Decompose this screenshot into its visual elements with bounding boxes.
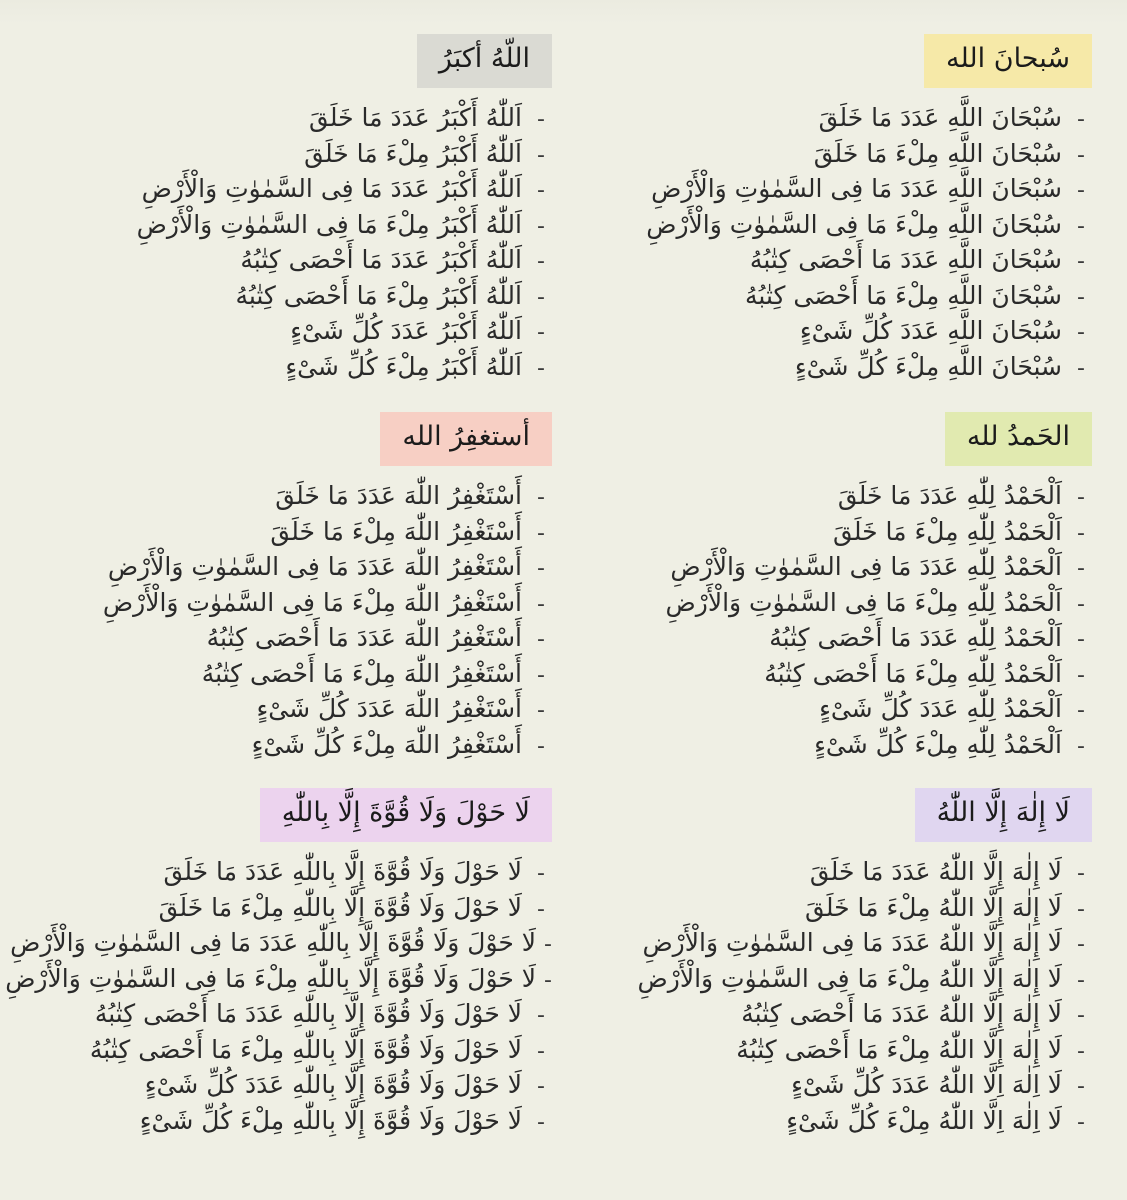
dhikr-text: أَسْتَغْفِرُ اللّٰهَ مِلْءَ مَا فِى السَّمٰوٰتِ وَالْأَرْضِ (102, 587, 522, 617)
bullet-dash: - (537, 627, 545, 652)
bullet-dash: - (537, 355, 545, 381)
bullet-dash: - (537, 556, 545, 581)
dhikr-text: اَللّٰهُ أَكْبَرُ مِلْءَ كُلِّ شَىْءٍ (285, 351, 522, 381)
bullet-dash: - (1077, 142, 1085, 168)
dhikr-text: اَلْحَمْدُ لِلّٰهِ عَدَدَ كُلِّ شَىْءٍ (819, 694, 1062, 723)
dhikr-line (560, 620, 1092, 656)
dhikr-text: لَا إِلٰهَ إِلَّا اللّٰهُ مِلْءَ مَا فِى السَّمٰوٰتِ وَالْأَرْضِ (637, 963, 1062, 993)
dhikr-text: لَا حَوْلَ وَلَا قُوَّةَ إِلَّا بِاللّٰهِ عَدَدَ كُلِّ شَىْءٍ (144, 1070, 522, 1099)
dhikr-list-allahu-akbar (20, 100, 560, 384)
section-la-ilaha-illallah (560, 788, 1100, 1138)
section-la-hawla (5, 788, 560, 1138)
dhikr-line (560, 727, 1092, 763)
dhikr-text: لَا إِلٰهَ إِلَّا اللّٰهُ عَدَدَ مَا خَلَقَ (809, 857, 1062, 886)
bullet-dash: - (537, 1003, 545, 1028)
dhikr-text: اَللّٰهُ أَكْبَرُ عَدَدَ مَا فِى السَّمٰوٰتِ وَالْأَرْضِ (141, 174, 522, 203)
bullet-dash: - (1077, 733, 1085, 759)
bullet-dash: - (1077, 896, 1085, 922)
dhikr-text: سُبْحَانَ اللَّهِ مِلْءَ مَا أَحْصَى كِتٰبُهُ (745, 280, 1062, 310)
bullet-dash: - (1077, 1003, 1085, 1028)
dhikr-text: لَا حَوْلَ وَلَا قُوَّةَ إِلَّا بِاللّٰهِ عَدَدَ مَا فِى السَّمٰوٰتِ وَالْأَرْضِ (10, 928, 537, 957)
dhikr-line (20, 207, 552, 243)
bullet-dash: - (537, 1109, 545, 1135)
bullet-dash: - (1077, 178, 1085, 203)
dhikr-text: اَللّٰهُ أَكْبَرُ عَدَدَ مَا خَلَقَ (309, 103, 522, 132)
bullet-dash: - (537, 733, 545, 759)
bullet-dash: - (1077, 320, 1085, 345)
dhikr-text: سُبْحَانَ اللَّهِ عَدَدَ مَا فِى السَّمٰوٰتِ وَالْأَرْضِ (651, 174, 1062, 203)
dhikr-line (20, 996, 552, 1032)
dhikr-text: لَا إِلٰهَ إِلَّا اللّٰهُ عَدَدَ مَا فِى السَّمٰوٰتِ وَالْأَرْضِ (642, 928, 1062, 957)
dhikr-line (20, 478, 552, 514)
bullet-dash: - (1077, 213, 1085, 239)
section-heading-la-hawla: لَا حَوْلَ وَلَا قُوَّةَ إِلَّا بِاللّٰهِ (260, 788, 552, 842)
dhikr-text: لَا حَوْلَ وَلَا قُوَّةَ إِلَّا بِاللّٰهِ عَدَدَ مَا أَحْصَى كِتٰبُهُ (94, 999, 522, 1028)
dhikr-text: لَا إِلٰهَ إِلَّا اللّٰهُ مِلْءَ مَا أَحْصَى كِتٰبُهُ (736, 1034, 1062, 1064)
dhikr-line (20, 278, 552, 314)
bullet-dash: - (537, 320, 545, 345)
dhikr-line (560, 514, 1092, 550)
section-heading-alhamdulillah: الحَمدُ لله (945, 412, 1092, 466)
dhikr-text: اَللّٰهُ أَكْبَرُ مِلْءَ مَا خَلَقَ (304, 138, 522, 168)
dhikr-line (560, 349, 1092, 385)
dhikr-text: أَسْتَغْفِرُ اللّٰهَ مِلْءَ مَا أَحْصَى كِتٰبُهُ (201, 658, 522, 688)
dhikr-line (560, 549, 1092, 585)
dhikr-list-subhanallah (560, 100, 1100, 384)
bullet-dash: - (1077, 520, 1085, 546)
dhikr-text: اَلْحَمْدُ لِلّٰهِ عَدَدَ مَا أَحْصَى كِتٰبُهُ (769, 623, 1062, 652)
dhikr-list-la-ilaha-illallah (560, 854, 1100, 1138)
bullet-dash: - (544, 932, 552, 957)
bullet-dash: - (537, 107, 545, 132)
dhikr-list-la-hawla (5, 854, 560, 1138)
dhikr-line (560, 478, 1092, 514)
dhikr-text: لَا حَوْلَ وَلَا قُوَّةَ إِلَّا بِاللّٰهِ مِلْءَ كُلِّ شَىْءٍ (139, 1105, 522, 1135)
dhikr-line (560, 136, 1092, 172)
dhikr-text: أَسْتَغْفِرُ اللّٰهَ مِلْءَ مَا خَلَقَ (270, 516, 522, 546)
dhikr-text: اَللّٰهُ أَكْبَرُ مِلْءَ مَا فِى السَّمٰوٰتِ وَالْأَرْضِ (136, 209, 522, 239)
bullet-dash: - (1077, 556, 1085, 581)
section-alhamdulillah (560, 412, 1100, 762)
section-heading-allahu-akbar: اللّهُ أكبَرُ (417, 34, 552, 88)
bullet-dash: - (1077, 485, 1085, 510)
dhikr-text: سُبْحَانَ اللَّهِ عَدَدَ مَا خَلَقَ (818, 103, 1062, 132)
bullet-dash: - (537, 1074, 545, 1099)
dhikr-text: سُبْحَانَ اللَّهِ عَدَدَ كُلِّ شَىْءٍ (799, 316, 1062, 345)
dhikr-line (560, 171, 1092, 207)
bullet-dash: - (537, 591, 545, 617)
dhikr-line (560, 242, 1092, 278)
dhikr-line (20, 1103, 552, 1139)
dhikr-line (560, 656, 1092, 692)
dhikr-text: اَلْحَمْدُ لِلّٰهِ مِلْءَ مَا أَحْصَى كِتٰبُهُ (764, 658, 1062, 688)
dhikr-line (560, 854, 1092, 890)
top-fade (0, 0, 1127, 24)
bullet-dash: - (537, 213, 545, 239)
dhikr-line (20, 691, 552, 727)
bullet-dash: - (537, 249, 545, 274)
dhikr-text: لَا حَوْلَ وَلَا قُوَّةَ إِلَّا بِاللّٰهِ مِلْءَ مَا خَلَقَ (158, 892, 522, 922)
bullet-dash: - (1077, 662, 1085, 688)
section-subhanallah (560, 34, 1100, 384)
bullet-dash: - (537, 485, 545, 510)
dhikr-line (560, 691, 1092, 727)
dhikr-line (20, 514, 552, 550)
dhikr-line (20, 1067, 552, 1103)
bullet-dash: - (1077, 1109, 1085, 1135)
dhikr-text: لَا حَوْلَ وَلَا قُوَّةَ إِلَّا بِاللّٰهِ مِلْءَ مَا أَحْصَى كِتٰبُهُ (89, 1034, 522, 1064)
dhikr-line (560, 1032, 1092, 1068)
dhikr-line (20, 585, 552, 621)
bullet-dash: - (1077, 627, 1085, 652)
section-heading-la-ilaha-illallah: لَا إِلٰهَ إِلَّا اللّٰهُ (915, 788, 1092, 842)
dhikr-line (560, 313, 1092, 349)
dhikr-text: أَسْتَغْفِرُ اللّٰهَ عَدَدَ كُلِّ شَىْءٍ (256, 694, 522, 723)
dhikr-line (5, 961, 552, 997)
dhikr-line (560, 585, 1092, 621)
dhikr-line (20, 727, 552, 763)
dhikr-line (20, 136, 552, 172)
dhikr-text: اَللّٰهُ أَكْبَرُ مِلْءَ مَا أَحْصَى كِتٰبُهُ (235, 280, 522, 310)
dhikr-text: اَلْحَمْدُ لِلّٰهِ مِلْءَ مَا فِى السَّمٰوٰتِ وَالْأَرْضِ (665, 587, 1062, 617)
bullet-dash: - (544, 967, 552, 993)
bullet-dash: - (537, 142, 545, 168)
section-heading-astaghfirullah: أستغفِرُ الله (380, 412, 552, 466)
dhikr-text: سُبْحَانَ اللَّهِ مِلْءَ كُلِّ شَىْءٍ (794, 351, 1062, 381)
bullet-dash: - (1077, 284, 1085, 310)
dhikr-text: أَسْتَغْفِرُ اللّٰهَ عَدَدَ مَا أَحْصَى كِتٰبُهُ (206, 623, 522, 652)
dhikr-text: اَللّٰهُ أَكْبَرُ عَدَدَ كُلِّ شَىْءٍ (290, 316, 522, 345)
dhikr-line (560, 278, 1092, 314)
bullet-dash: - (1077, 355, 1085, 381)
bullet-dash: - (537, 698, 545, 723)
dhikr-line (20, 854, 552, 890)
dhikr-line (560, 100, 1092, 136)
bullet-dash: - (1077, 1038, 1085, 1064)
section-allahu-akbar (20, 34, 560, 384)
dhikr-text: اَلْحَمْدُ لِلّٰهِ مِلْءَ مَا خَلَقَ (832, 516, 1062, 546)
bullet-dash: - (537, 520, 545, 546)
bullet-dash: - (1077, 932, 1085, 957)
bullet-dash: - (537, 284, 545, 310)
dhikr-text: لَا إِلٰهَ إِلَّا اللّٰهُ مِلْءَ مَا خَلَقَ (804, 892, 1062, 922)
dhikr-line (20, 549, 552, 585)
bullet-dash: - (537, 896, 545, 922)
bullet-dash: - (1077, 249, 1085, 274)
dhikr-text: لَا حَوْلَ وَلَا قُوَّةَ إِلَّا بِاللّٰهِ مِلْءَ مَا فِى السَّمٰوٰتِ وَالْأَرْضِ (5, 963, 537, 993)
bullet-dash: - (537, 861, 545, 886)
bullet-dash: - (537, 1038, 545, 1064)
dhikr-text: لَا إِلٰهَ إِلَّا اللّٰهُ عَدَدَ مَا أَحْصَى كِتٰبُهُ (741, 999, 1062, 1028)
bullet-dash: - (1077, 107, 1085, 132)
dhikr-line (560, 925, 1092, 961)
dhikr-text: سُبْحَانَ اللَّهِ مِلْءَ مَا فِى السَّمٰوٰتِ وَالْأَرْضِ (646, 209, 1062, 239)
dhikr-text: اَلْحَمْدُ لِلّٰهِ عَدَدَ مَا خَلَقَ (837, 481, 1062, 510)
bullet-dash: - (537, 178, 545, 203)
dhikr-text: أَسْتَغْفِرُ اللّٰهَ عَدَدَ مَا خَلَقَ (275, 481, 522, 510)
dhikr-text: اَلْحَمْدُ لِلّٰهِ عَدَدَ مَا فِى السَّمٰوٰتِ وَالْأَرْضِ (670, 552, 1062, 581)
dhikr-line (560, 1067, 1092, 1103)
dhikr-line (20, 100, 552, 136)
dhikr-line (20, 620, 552, 656)
dhikr-line (20, 242, 552, 278)
dhikr-text: اَللّٰهُ أَكْبَرُ عَدَدَ مَا أَحْصَى كِتٰبُهُ (240, 245, 522, 274)
dhikr-line (10, 925, 552, 961)
dhikr-line (20, 1032, 552, 1068)
bullet-dash: - (537, 662, 545, 688)
bullet-dash: - (1077, 698, 1085, 723)
dhikr-text: لَا حَوْلَ وَلَا قُوَّةَ إِلَّا بِاللّٰهِ عَدَدَ مَا خَلَقَ (163, 857, 522, 886)
section-heading-subhanallah: سُبحانَ الله (924, 34, 1092, 88)
dhikr-line (560, 207, 1092, 243)
dhikr-line (20, 171, 552, 207)
bullet-dash: - (1077, 967, 1085, 993)
dhikr-text: سُبْحَانَ اللَّهِ مِلْءَ مَا خَلَقَ (813, 138, 1062, 168)
dhikr-line (20, 890, 552, 926)
dhikr-line (20, 313, 552, 349)
dhikr-text: أَسْتَغْفِرُ اللّٰهَ عَدَدَ مَا فِى السَّمٰوٰتِ وَالْأَرْضِ (107, 552, 522, 581)
dhikr-text: أَسْتَغْفِرُ اللّٰهَ مِلْءَ كُلِّ شَىْءٍ (251, 729, 522, 759)
bullet-dash: - (1077, 1074, 1085, 1099)
dhikr-list-alhamdulillah (560, 478, 1100, 762)
dhikr-text: سُبْحَانَ اللَّهِ عَدَدَ مَا أَحْصَى كِتٰبُهُ (749, 245, 1062, 274)
dhikr-line (560, 961, 1092, 997)
dhikr-line (20, 656, 552, 692)
dhikr-text: لَا اِلٰهَ اِلَّا اللّٰهُ مِلْءَ كُلِّ شَىْءٍ (786, 1105, 1062, 1135)
bullet-dash: - (1077, 861, 1085, 886)
dhikr-line (560, 1103, 1092, 1139)
dhikr-text: لَا اِلٰهَ اِلَّا اللّٰهُ عَدَدَ كُلِّ شَىْءٍ (791, 1070, 1062, 1099)
dhikr-text: اَلْحَمْدُ لِلّٰهِ مِلْءَ كُلِّ شَىْءٍ (814, 729, 1062, 759)
dhikr-list-astaghfirullah (20, 478, 560, 762)
dhikr-line (20, 349, 552, 385)
dhikr-line (560, 890, 1092, 926)
bullet-dash: - (1077, 591, 1085, 617)
dhikr-line (560, 996, 1092, 1032)
section-astaghfirullah (20, 412, 560, 762)
